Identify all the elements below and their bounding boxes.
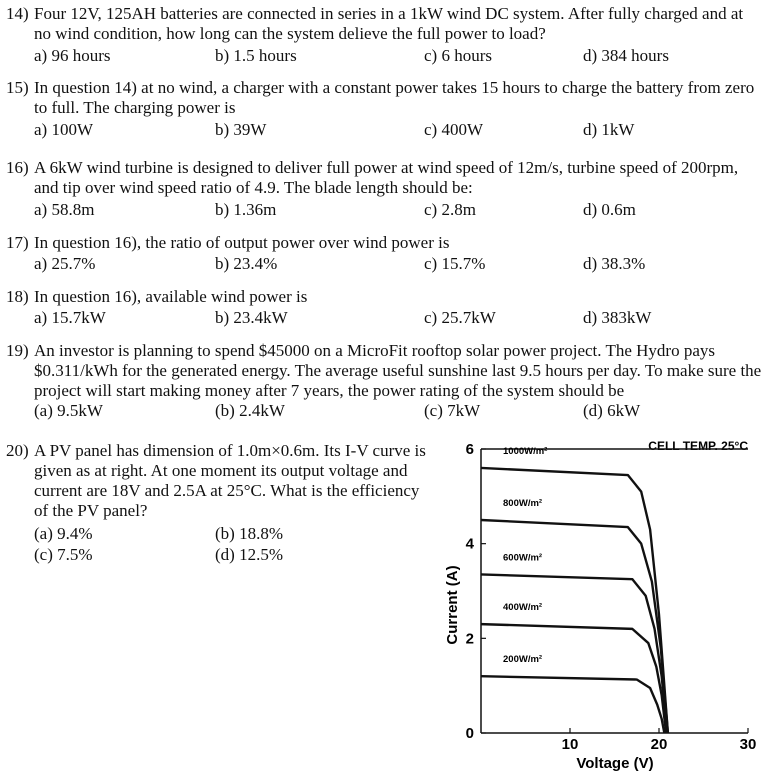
option-a: a) 100W (34, 120, 94, 139)
option-b: b) 23.4kW (215, 308, 288, 327)
y-tick-label: 0 (465, 725, 474, 742)
series-label: 200W/m² (503, 654, 543, 666)
option-d: d) 38.3% (583, 254, 646, 273)
question-number: 15) (6, 78, 29, 97)
answer-options (34, 120, 774, 140)
option-d: d) 1kW (583, 120, 635, 139)
series-label: 400W/m² (503, 602, 543, 614)
y-ticks (466, 441, 486, 742)
option-b: b) 39W (215, 120, 267, 139)
question-text: A PV panel has dimension of 1.0m×0.6m. Its I-V curve is given as at right. At one moment its output voltage and current are 18V and 2.5A at 25°C. What is the efficiency of the PV panel? (34, 441, 426, 520)
question-text: A 6kW wind turbine is designed to deliver full power at wind speed of 12m/s, turbine speed of 200rpm, and tip over wind speed ratio of 4.9. The blade length should be: (34, 158, 739, 197)
option-c: c) 15.7% (424, 254, 486, 273)
option-c: c) 25.7kW (424, 308, 496, 327)
question-number: 19) (6, 341, 29, 360)
question-number: 20) (6, 441, 29, 460)
series-labels (503, 446, 547, 665)
x-tick-label: 30 (739, 736, 757, 753)
option-b: (b) 18.8% (215, 524, 283, 543)
option-c: c) 400W (424, 120, 484, 139)
question-text: In question 16), available wind power is (34, 287, 308, 306)
chart-annotation: CELL TEMP. 25°C (648, 439, 748, 453)
y-axis-label: Current (A) (444, 565, 461, 645)
iv-curve-chart (438, 435, 778, 775)
question-text: An investor is planning to spend $45000 on a MicroFit rooftop solar power project. The Hydro pays $0.311/kWh for the generated energy. The average useful sunshine last 9.5 hours per day. To make sure the project will start making money after 7 years, the power rating of the system should be (34, 341, 762, 400)
iv-curve-line (481, 676, 664, 733)
question-text: Four 12V, 125AH batteries are connected in series in a 1kW wind DC system. After fully charged and at no wind condition, how long can the system delieve the full power to load? (34, 4, 744, 43)
x-ticks (562, 728, 757, 753)
option-a: a) 58.8m (34, 200, 95, 219)
x-tick-label: 20 (650, 736, 668, 753)
question-text: In question 14) at no wind, a charger with a constant power takes 15 hours to charge the battery from zero to full. The charging power is (34, 78, 755, 117)
y-tick-label: 2 (465, 630, 474, 648)
y-tick-label: 6 (465, 441, 474, 458)
series-label: 1000W/m² (503, 445, 548, 457)
series-label: 600W/m² (503, 552, 543, 564)
option-b: b) 1.36m (215, 200, 277, 219)
question-text: In question 16), the ratio of output power over wind power is (34, 233, 450, 252)
option-a: a) 15.7kW (34, 308, 106, 327)
y-tick-label: 4 (465, 535, 474, 553)
question-number: 18) (6, 287, 29, 306)
question-number: 17) (6, 233, 29, 252)
x-axis-label: Voltage (V) (576, 755, 654, 772)
answer-options (34, 308, 774, 328)
option-c: c) 6 hours (424, 46, 492, 65)
answer-options (34, 401, 774, 421)
option-c: (c) 7.5% (34, 545, 93, 564)
option-c: (c) 7kW (424, 401, 481, 420)
option-b: b) 23.4% (215, 254, 278, 273)
option-d: d) 383kW (583, 308, 652, 327)
answer-options (34, 254, 774, 274)
question-number: 16) (6, 158, 29, 177)
answer-options (34, 200, 774, 220)
option-c: c) 2.8m (424, 200, 476, 219)
x-tick-label: 10 (561, 736, 579, 753)
answer-options (34, 46, 774, 66)
option-a: (a) 9.4% (34, 524, 93, 543)
option-b: (b) 2.4kW (215, 401, 285, 420)
option-b: b) 1.5 hours (215, 46, 297, 65)
option-a: a) 25.7% (34, 254, 96, 273)
option-a: a) 96 hours (34, 46, 111, 65)
option-d: (d) 12.5% (215, 545, 283, 564)
option-d: d) 0.6m (583, 200, 636, 219)
option-d: (d) 6kW (583, 401, 641, 420)
series-label: 800W/m² (503, 498, 543, 509)
option-d: d) 384 hours (583, 46, 669, 65)
question-number: 14) (6, 4, 29, 23)
option-a: (a) 9.5kW (34, 401, 103, 420)
